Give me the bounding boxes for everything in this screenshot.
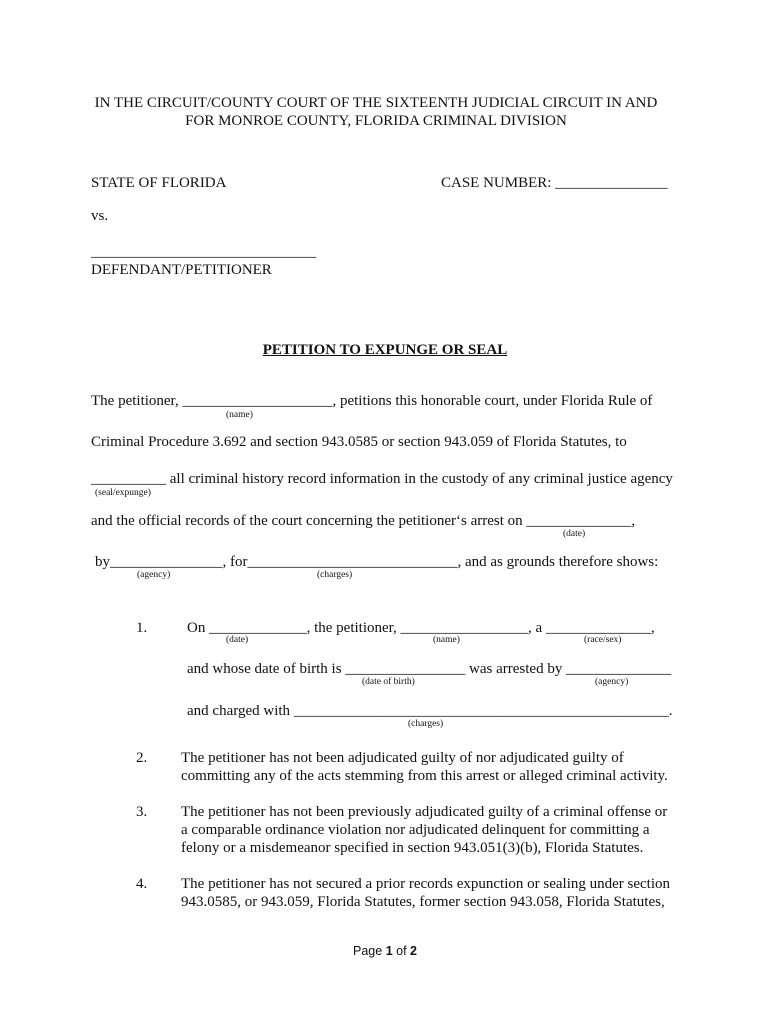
intro-line-5[interactable]: by_______________, for____________________________, and as grounds therefore shows: <box>95 554 659 570</box>
state-of-florida: STATE OF FLORIDA <box>91 175 227 191</box>
intro-line-3[interactable]: __________ all criminal history record information in the custody of any criminal justice agency <box>91 471 673 487</box>
item-1-number: 1. <box>136 620 148 636</box>
item-1-line-3[interactable]: and charged with __________________________________________________. <box>187 703 673 719</box>
case-number-field[interactable]: CASE NUMBER: _______________ <box>441 175 668 191</box>
item-1-charges-hint: (charges) <box>408 719 444 729</box>
item-1-date-hint: (date) <box>226 635 249 645</box>
item-1-agency-hint: (agency) <box>595 677 629 687</box>
item-1-line-1[interactable]: On _____________, the petitioner, _________________, a ______________, <box>187 620 655 636</box>
item-1-dob-hint: (date of birth) <box>362 677 415 687</box>
page-prefix: Page <box>353 944 386 958</box>
versus: vs. <box>91 208 109 224</box>
item-4-text: The petitioner has not secured a prior records expunction or sealing under section 943.0585, or 943.059, Florida Statutes, former section 943.058, Florida Statutes, <box>181 876 671 910</box>
page-of: of <box>392 944 411 958</box>
item-1-name-hint: (name) <box>433 635 460 645</box>
item-2-number: 2. <box>136 750 148 766</box>
item-1-line-2[interactable]: and whose date of birth is ________________ was arrested by ______________ <box>187 661 672 677</box>
document-title: PETITION TO EXPUNGE OR SEAL <box>262 342 508 358</box>
item-4-number: 4. <box>136 876 148 892</box>
page-number: 1 <box>385 944 393 958</box>
item-2-text: The petitioner has not been adjudicated guilty of nor adjudicated guilty of committing any of the acts stemming from this arrest or alleged criminal activity. <box>181 750 668 784</box>
page-total: 2 <box>410 944 417 958</box>
name-hint: (name) <box>226 410 253 420</box>
item-3-text: The petitioner has not been previously adjudicated guilty of a criminal offense or a comparable ordinance violation nor adjudicated delinquent for committing a felony or a misdemeanor specified in section 943.051(3)(b), Florida Statutes. <box>181 804 668 856</box>
intro-line-2: Criminal Procedure 3.692 and section 943.0585 or section 943.059 of Florida Statutes, to <box>91 434 627 450</box>
agency-hint: (agency) <box>137 570 171 580</box>
item-3-number: 3. <box>136 804 148 820</box>
item-1-race-hint: (race/sex) <box>584 635 622 645</box>
intro-line-1[interactable]: The petitioner, ____________________, petitions this honorable court, under Florida Rule of <box>91 393 653 409</box>
court-header-line2: FOR MONROE COUNTY, FLORIDA CRIMINAL DIVISION <box>185 113 567 129</box>
page-footer <box>0 944 770 958</box>
charges-hint: (charges) <box>317 570 353 580</box>
defendant-label: DEFENDANT/PETITIONER <box>91 262 272 278</box>
intro-line-4[interactable]: and the official records of the court concerning the petitioner‘s arrest on ______________, <box>91 513 636 529</box>
defendant-name-line[interactable]: ______________________________ <box>91 244 316 260</box>
court-header-line1: IN THE CIRCUIT/COUNTY COURT OF THE SIXTEENTH JUDICIAL CIRCUIT IN AND <box>94 95 658 111</box>
seal-expunge-hint: (seal/expunge) <box>95 488 151 498</box>
date-hint: (date) <box>563 529 586 539</box>
